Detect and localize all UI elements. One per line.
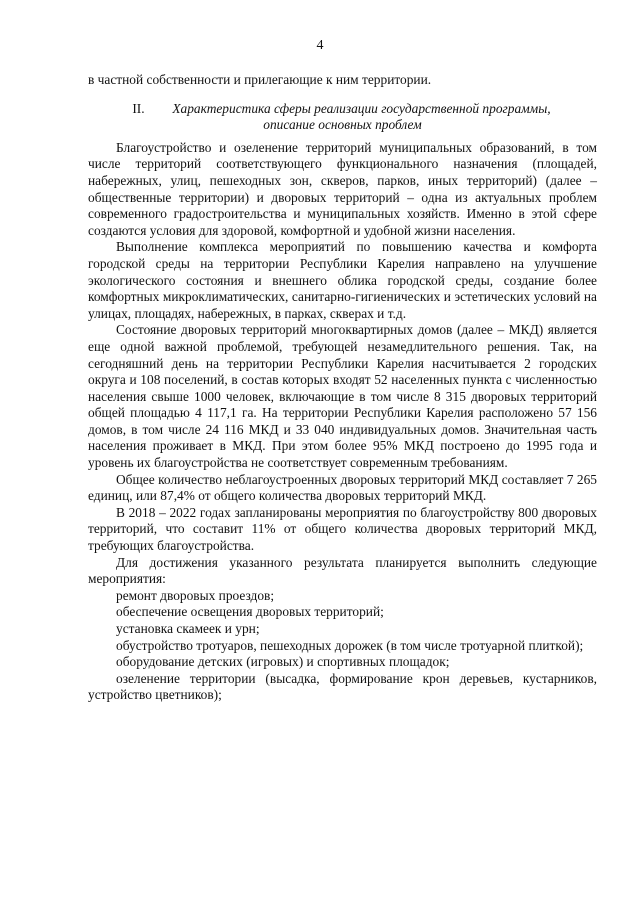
paragraph: Для достижения указанного результата планируется выполнить следующие мероприятия:	[88, 554, 597, 587]
section-heading	[88, 101, 597, 134]
paragraph: В 2018 – 2022 годах запланированы мероприятия по благоустройству 800 дворовых территорий, что составит 11% от общего количества дворовых территорий МКД, требующих благоустройства.	[88, 504, 597, 554]
list-item: озеленение территории (высадка, формирование крон деревьев, кустарников, устройство цветников);	[88, 670, 597, 703]
page-number: 4	[316, 38, 324, 53]
paragraph: Благоустройство и озеленение территорий муниципальных образований, в том числе территорий соответствующего функционального назначения (площадей, набережных, улиц, пешеходных зон, скверов, парков, иных территорий) (далее – общественные территории) и дворовых территорий – одна из актуальных проблем современного градостроительства и муниципальных хозяйств. Именно в этой сфере создаются условия для здоровой, комфортной и удобной жизни населения.	[88, 139, 597, 238]
section-heading-line1	[88, 101, 597, 118]
section-number: II.	[132, 100, 145, 116]
paragraph: Общее количество неблагоустроенных дворовых территорий МКД составляет 7 265 единиц, или 87,4% от общего количества дворовых территорий МКД.	[88, 471, 597, 504]
intro-line: в частной собственности и прилегающие к ним территории.	[88, 72, 432, 87]
list-item: обеспечение освещения дворовых территорий;	[116, 604, 384, 620]
section-title-line1: Характеристика сферы реализации государственной программы,	[172, 100, 551, 116]
list-item: оборудование детских (игровых) и спортивных площадок;	[116, 654, 450, 670]
list-item: ремонт дворовых проездов;	[116, 587, 275, 603]
section-title-line2: описание основных проблем	[263, 117, 422, 133]
paragraph: Состояние дворовых территорий многоквартирных домов (далее – МКД) является еще одной важной проблемой, требующей незамедлительного решения. Так, на сегодняшний день на территории Республики Карелия насчитывается 2 городских округа и 108 поселений, в состав которых входят 52 населенных пункта с численностью населения свыше 1000 человек, включающие в том числе 8 315 дворовых территорий общей площадью 4 117,1 га. На территории Республики Карелия расположено 57 156 домов, в том числе 24 116 МКД и 33 040 индивидуальных домов. Значительная часть населения проживает в МКД. При этом более 95% МКД построено до 1995 года и уровень их благоустройства не соответствует современным требованиям.	[88, 322, 597, 471]
paragraph: Выполнение комплекса мероприятий по повышению качества и комфорта городской среды на территории Республики Карелия направлено на улучшение экологического состояния и внешнего облика городской среды, создание более комфортных микроклиматических, санитарно-гигиенических и эстетических условий на улицах, площадях, набережных, в парках, скверах и т.д.	[88, 239, 597, 321]
list-item: обустройство тротуаров, пешеходных дорожек (в том числе тротуарной плиткой);	[116, 637, 584, 653]
document-body	[88, 72, 597, 704]
list-item: установка скамеек и урн;	[116, 621, 260, 636]
